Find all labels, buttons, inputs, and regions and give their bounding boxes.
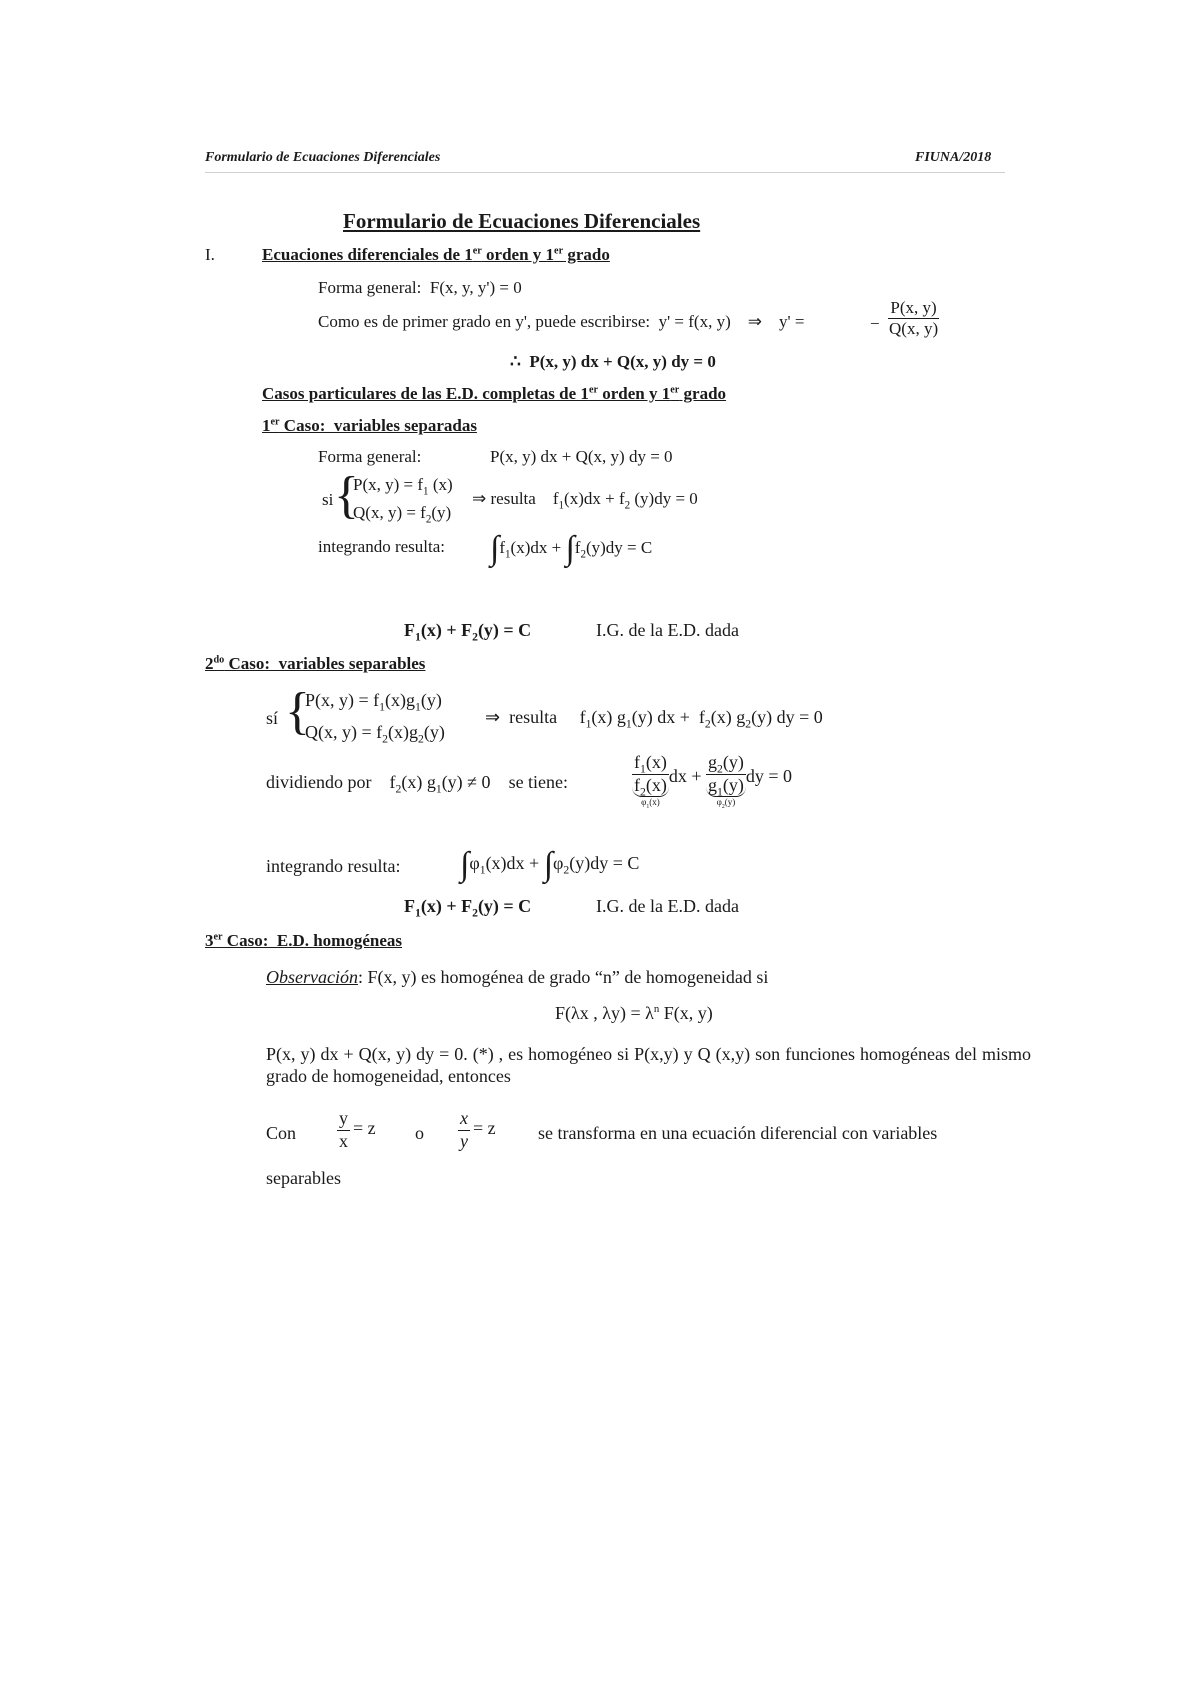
case2-si: sí: [266, 708, 279, 728]
case2-heading: $2^{do}$ Caso: variables separables: [205, 654, 426, 673]
first-degree-equation: y' = f(x, y): [658, 312, 731, 331]
therefore-symbol: ∴: [510, 352, 521, 371]
frac-y-num: y: [337, 1108, 350, 1131]
general-form-equation: F(x, y, y') = 0: [429, 278, 522, 297]
case1-si: si: [322, 490, 334, 509]
case2-solution: $F_1(x) + F_2(y) = C$: [404, 896, 532, 920]
yprime-label: y' =: [779, 312, 805, 331]
case2-resulta: resulta: [509, 707, 558, 727]
frac-x-num: x: [458, 1108, 470, 1131]
case2-result-line: ⇒ resulta $f_1(x)$ $g_1(y)$ dx + $f_2(x)$ $g_2(y)$ dy = 0: [485, 707, 823, 731]
case1-heading: 1er Caso: variables separadas: [262, 416, 477, 435]
case1-implies: ⇒: [472, 489, 487, 508]
case1-resulta: resulta: [490, 489, 536, 508]
fraction-numerator: P(x, y): [888, 298, 938, 319]
first-degree-line: [318, 312, 804, 332]
case2-separated-equation: $\frac{f_1(x)}{f_2(x)}$ $\varphi_1(x)$ dx + $\frac{g_2(y)}{g_1(y)}$ $\varphi_2(y)$ dy = 0: [634, 752, 792, 810]
case1-solution: $F_1(x) + F_2(y) = C$: [404, 620, 532, 644]
case2-condition-2: Q(x, $y) = f_2(x)g_2(y)$: [305, 722, 445, 746]
case3-fraction-x-over-y: [455, 1108, 496, 1152]
general-form-line: [318, 278, 522, 298]
case2-condition-1: P(x, $y) = f_1(x)g_1(y)$: [305, 690, 442, 714]
case1-general-equation: P(x, y) dx + Q(x, y) dy = 0: [490, 447, 673, 466]
minus-sign: −: [870, 314, 880, 333]
header-divider: [205, 172, 1005, 173]
case1-ig: I.G. de la E.D. dada: [596, 620, 739, 640]
section-numeral: I.: [205, 245, 215, 264]
fraction-denominator: Q(x, y): [889, 319, 939, 339]
case3-separables: separables: [266, 1168, 341, 1188]
page-title: Formulario de Ecuaciones Diferenciales: [343, 209, 701, 233]
case3-heading: 3er Caso: E.D. homogéneas: [205, 931, 402, 950]
case2-dividiendo: dividiendo por: [266, 772, 372, 792]
phi1-label: $\varphi_1(x)$: [641, 797, 660, 810]
case3-observation: [266, 967, 768, 988]
case1-integrando: integrando resulta:: [318, 537, 445, 556]
case1-general-label: Forma general:: [318, 447, 422, 466]
frac-y-den: y: [460, 1130, 468, 1151]
section-heading: Ecuaciones diferenciales de 1er orden y 1er grado: [262, 245, 610, 264]
case3-tail-text: se transforma en una ecuación diferencial con variables: [538, 1123, 938, 1143]
case3-o: o: [415, 1123, 424, 1143]
case2-integral-equation: $\int\varphi_1(x)dx + \int\varphi_2(y)dy = C$: [460, 846, 640, 883]
case3-observation-text: : F(x, y) es homogénea de grado “n” de homogeneidad si: [357, 967, 769, 987]
case1-condition-1: P(x, $y) = f_1$ (x): [353, 475, 453, 498]
case3-con: Con: [266, 1123, 297, 1143]
case1-integral-equation: $\int f_1(x)dx + \int f_2(y)dy = C$: [490, 530, 653, 567]
case1-brace: {: [334, 467, 359, 524]
case3-fraction-y-over-x: [334, 1108, 376, 1152]
first-degree-text: Como es de primer grado en y', puede escribirse:: [318, 312, 651, 331]
case2-brace: {: [285, 683, 310, 740]
implies-arrow: ⇒: [747, 312, 762, 331]
general-form-label: Forma general:: [318, 278, 422, 297]
case2-implies: ⇒: [485, 707, 501, 727]
case3-homogeneity-equation: F(λx , $\lambda y) = \lambda^n$ F(x, y): [555, 1003, 713, 1023]
case1-condition-2: Q(x, $y) = f_2(y)$: [353, 503, 452, 526]
eq-z-2: = z: [473, 1118, 496, 1139]
eq-z-1: = z: [353, 1118, 376, 1139]
case2-dx: dx +: [668, 766, 702, 786]
case3-substitution-line: [266, 1123, 296, 1144]
case1-result-line: ⇒ resulta $f_1(x)dx + f_2$ (y)dy = 0: [472, 489, 698, 512]
casos-heading: Casos particulares de las E.D. completas de 1er orden y 1er grado: [262, 384, 727, 403]
case2-dividing-line: dividiendo por $f_2(x) g_1(y) \ne 0$ se tiene:: [266, 772, 569, 796]
case2-ig: I.G. de la E.D. dada: [596, 896, 739, 916]
case2-dy: dy = 0: [745, 766, 792, 786]
case3-paragraph: P(x, y) dx + Q(x, y) dy = 0. (*) , es homogéneo si P(x,y) y Q (x,y) son funciones homogéneas del mismo grado de homogeneidad, entonces: [266, 1044, 1031, 1086]
frac-x-den: x: [339, 1130, 348, 1151]
case3-observation-label: Observación: [266, 967, 358, 987]
yprime-fraction: [870, 298, 943, 340]
standard-form-line: [510, 352, 716, 372]
case2-integrando: integrando resulta:: [266, 856, 401, 876]
case2-se-tiene: se tiene:: [508, 772, 569, 792]
phi2-label: $\varphi_2(y)$: [716, 797, 736, 810]
running-header-right: FIUNA/2018: [915, 150, 992, 165]
standard-form-equation: P(x, y) dx + Q(x, y) dy = 0: [529, 352, 716, 371]
running-header-left: Formulario de Ecuaciones Diferenciales: [205, 150, 441, 165]
